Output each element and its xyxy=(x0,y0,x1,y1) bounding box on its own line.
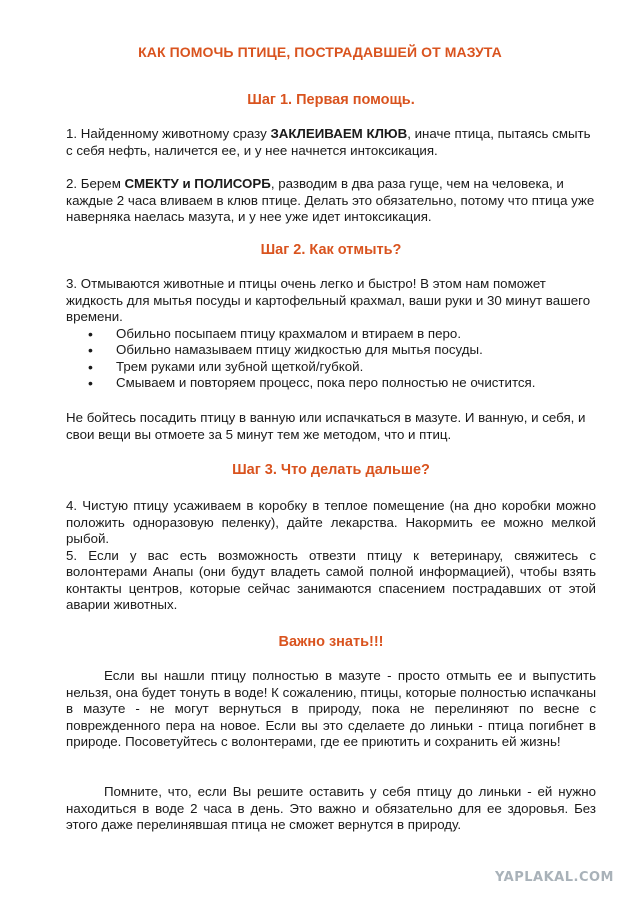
step2-after-paragraph xyxy=(66,410,596,443)
bullet-list xyxy=(66,326,596,392)
step1-p2-pre: 2. Берем xyxy=(66,176,125,191)
important-paragraph1 xyxy=(66,668,596,751)
step2-paragraph3 xyxy=(66,276,596,392)
step1-p1-bold: ЗАКЛЕИВАЕМ КЛЮВ xyxy=(270,126,408,141)
step1-p1-pre: 1. Найденному животному сразу xyxy=(66,126,271,141)
important-section xyxy=(66,634,596,650)
important-heading: Важно знать!!! xyxy=(278,634,384,650)
step1-section xyxy=(66,92,596,108)
list-item: • Трем руками или зубной щеткой/губкой. xyxy=(88,359,596,376)
step2-p-after: Не бойтесь посадить птицу в ванную или испачкаться в мазуте. И ванную, и себя, и свои вещи вы отмоете за 5 минут тем же методом, что и птиц. xyxy=(66,410,586,442)
step1-p1-post: , иначе птица, пытаясь смыть с себя нефть, наличется ее, и у нее начнется интоксикация. xyxy=(66,126,591,158)
step3-section xyxy=(66,462,596,478)
list-item: • Обильно посыпаем птицу крахмалом и втираем в перо. xyxy=(88,326,596,343)
step3-heading: Шаг 3. Что делать дальше? xyxy=(232,462,430,478)
step3-paragraphs xyxy=(66,498,596,614)
list-item: • Смываем и повторяем процесс, пока перо полностью не очистится. xyxy=(88,375,596,392)
important-paragraph2 xyxy=(66,784,596,834)
step2-section xyxy=(66,242,596,258)
important-p2: Помните, что, если Вы решите оставить у себя птицу до линьки - ей нужно находиться в воде 2 часа в день. Это важно и обязательно для ее здоровья. Без этого даже перелинявшая птица не сможет вернутся в природу. xyxy=(66,784,596,832)
list-item: • Обильно намазываем птицу жидкостью для мытья посуды. xyxy=(88,342,596,359)
step1-paragraph2 xyxy=(66,176,596,226)
step1-p2-post: , разводим в два раза гуще, чем на человека, и каждые 2 часа вливаем в клюв птице. Делать это обязательно, потому что птица уже наверняка наелась мазута, и у нее уже идет интоксикация. xyxy=(66,176,595,224)
step3-p4: 4. Чистую птицу усаживаем в коробку в теплое помещение (на дно коробки можно положить одноразовую пеленку), дайте лекарства. Накормить ее можно мелкой рыбой. xyxy=(66,498,596,546)
step1-heading: Шаг 1. Первая помощь. xyxy=(247,92,415,108)
step3-p5: 5. Если у вас есть возможность отвезти птицу к ветеринару, свяжитесь с волонтерами Анапы (они будут владеть самой полной информацией), чтобы взять контакты центров, которые сейчас занимаются спасением пострадавших от этой аварии животных. xyxy=(66,547,596,612)
important-p1: Если вы нашли птицу полностью в мазуте - просто отмыть ее и выпустить нельзя, она будет тонуть в воде! К сожалению, птицы, которые полностью испачканы в мазуте - не могут вернуться в природу, пока не перелиняют по весне с поврежденного пера на новое. Если вы это сделаете до линьки - птица погибнет в природе. Посоветуйтесь с волонтерами, где ее приютить и сохранить ей жизнь! xyxy=(66,668,596,749)
watermark-logo: YAPLAKAL.COM xyxy=(495,870,614,885)
step1-paragraph1 xyxy=(66,126,596,159)
document-title: КАК ПОМОЧЬ ПТИЦЕ, ПОСТРАДАВШЕЙ ОТ МАЗУТА xyxy=(138,44,502,60)
step2-p3: 3. Отмываются животные и птицы очень легко и быстро! В этом нам поможет жидкость для мытья посуды и картофельный крахмал, ваши руки и 30 минут вашего времени. xyxy=(66,276,591,324)
step2-heading: Шаг 2. Как отмыть? xyxy=(260,242,402,258)
step1-p2-bold: СМЕКТУ и ПОЛИСОРБ xyxy=(124,176,271,191)
